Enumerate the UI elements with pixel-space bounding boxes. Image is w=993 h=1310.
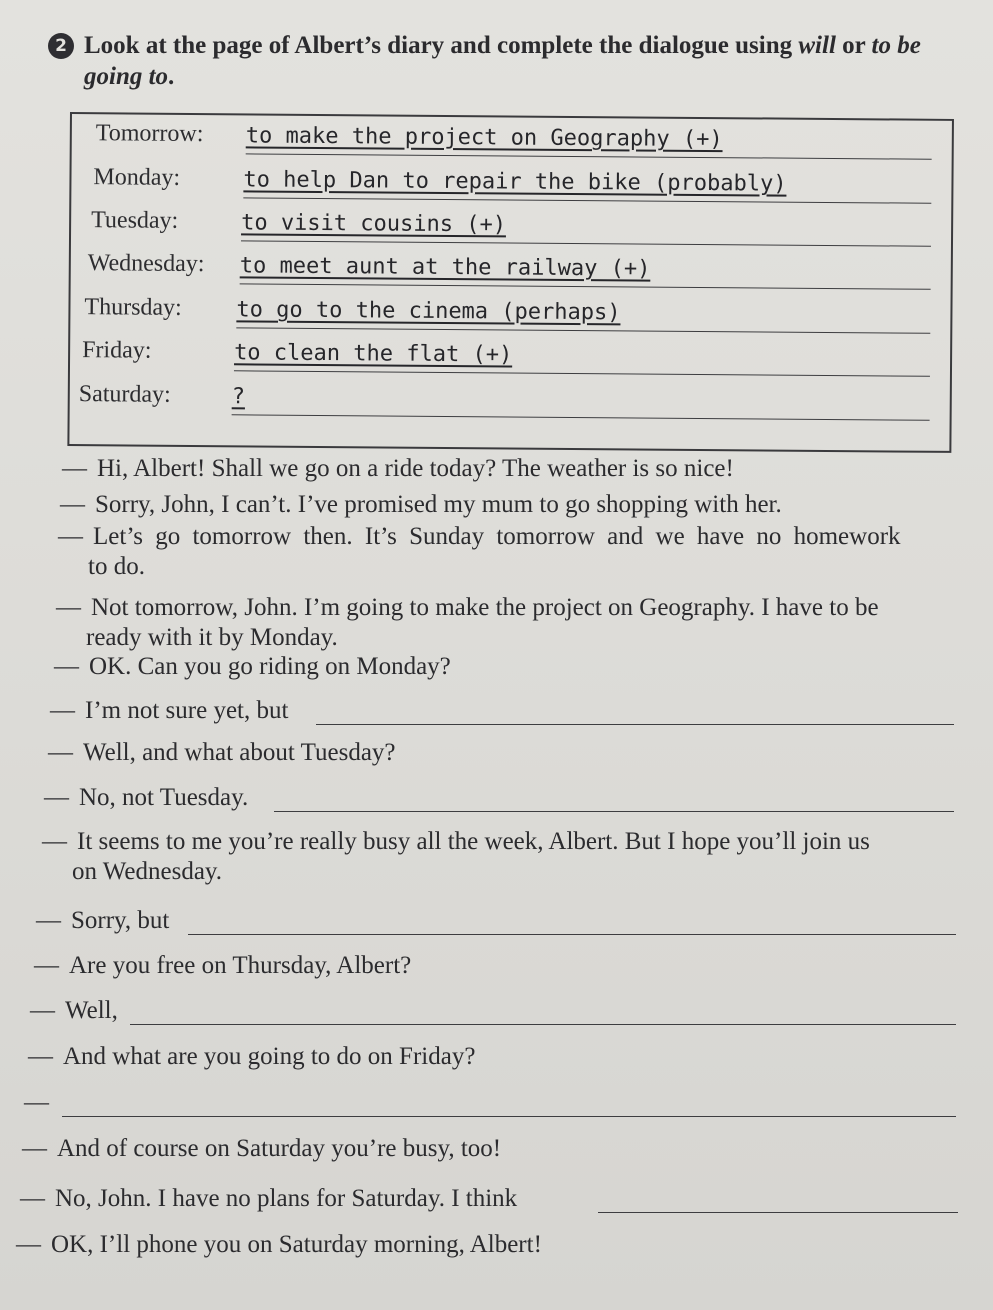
diary-row <box>70 333 930 380</box>
dialogue-line: — Are you free on Thursday, Albert? <box>34 952 412 979</box>
diary-day: Friday: <box>82 337 152 364</box>
answer-blank[interactable] <box>316 724 954 725</box>
diary-plan: to clean the flat (+) <box>234 340 513 368</box>
diary-plan: to visit cousins (+) <box>241 210 507 238</box>
dialogue-line: — And what are you going to do on Friday? <box>28 1043 476 1070</box>
dialogue-line: — OK, I’ll phone you on Saturday morning, Albert! <box>16 1231 542 1258</box>
dialogue-line: — No, John. I have no plans for Saturday. I think <box>20 1185 518 1212</box>
diary-day: Monday: <box>93 164 181 191</box>
dialogue-line: — Well, and what about Tuesday? <box>48 739 396 766</box>
diary-day: Tuesday: <box>91 207 179 234</box>
answer-blank[interactable] <box>274 811 954 812</box>
diary-plan: ? <box>231 384 246 410</box>
diary-day: Saturday: <box>78 381 171 408</box>
task-number-badge: 2 <box>48 33 74 59</box>
dialogue-line: — Let’s go tomorrow then. It’s Sunday tomorrow and we have no homework to do. <box>58 523 901 580</box>
diary-day: Wednesday: <box>87 250 205 278</box>
dialogue-line: — Hi, Albert! Shall we go on a ride today? The weather is so nice! <box>62 455 734 482</box>
diary-plan: to help Dan to repair the bike (probably) <box>243 167 787 197</box>
diary-day: Tomorrow: <box>95 120 204 148</box>
diary-row <box>70 290 930 337</box>
dialogue-line: — Sorry, but <box>36 907 170 934</box>
dialogue-line: — <box>24 1089 49 1116</box>
diary-row <box>71 246 931 293</box>
answer-blank[interactable] <box>188 934 956 935</box>
diary-plan: to go to the cinema (perhaps) <box>236 297 621 326</box>
diary-row <box>71 203 931 250</box>
diary-plan: to meet aunt at the railway (+) <box>239 253 651 282</box>
diary-box <box>67 112 954 453</box>
dialogue-line: — And of course on Saturday you’re busy, too! <box>22 1135 502 1162</box>
diary-row <box>70 377 930 424</box>
task-instruction: 2 Look at the page of Albert’s diary and complete the dialogue using will or to be going to. <box>48 30 968 92</box>
diary-plan: to make the project on Geography (+) <box>245 123 723 153</box>
answer-blank[interactable] <box>62 1116 956 1117</box>
dialogue-line: — No, not Tuesday. <box>44 784 249 811</box>
dialogue-line: — Sorry, John, I can’t. I’ve promised my mum to go shopping with her. <box>60 491 782 518</box>
diary-row <box>72 116 932 163</box>
answer-blank[interactable] <box>130 1024 956 1025</box>
answer-blank[interactable] <box>598 1212 958 1213</box>
dialogue-line: — Not tomorrow, John. I’m going to make the project on Geography. I have to be ready with it by Monday. <box>56 594 879 651</box>
dialogue-line: — OK. Can you go riding on Monday? <box>54 653 451 680</box>
dialogue-line: — It seems to me you’re really busy all the week, Albert. But I hope you’ll join us on Wednesday. <box>42 828 870 885</box>
diary-day: Thursday: <box>84 294 182 321</box>
dialogue-line: — I’m not sure yet, but <box>50 697 289 724</box>
dialogue-line: — Well, <box>30 997 118 1024</box>
diary-row <box>71 160 931 207</box>
